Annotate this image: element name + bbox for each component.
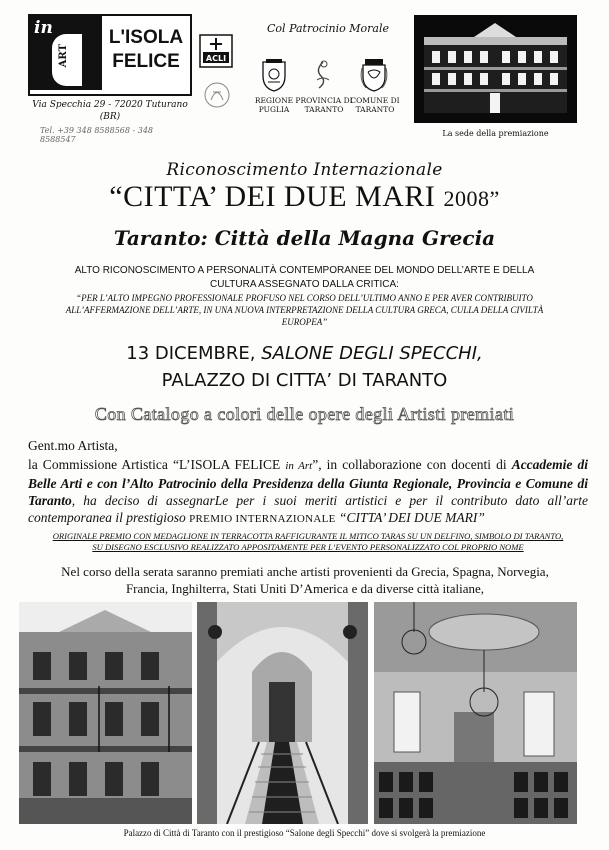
bottom-caption: Palazzo di Città di Taranto con il prestigioso “Salone degli Specchi” dove si svolgerà la premiazione — [123, 828, 486, 838]
event-date — [0, 343, 609, 364]
logo-name-line2: FELICE — [112, 51, 180, 72]
patron-label-comune — [345, 96, 405, 114]
countries-paragraph — [40, 563, 570, 597]
staircase-photo — [197, 602, 368, 824]
acli-logo-icon — [199, 34, 233, 68]
salutation: Gent.mo Artista, — [28, 438, 118, 453]
address-line1: Via Specchia 29 - 72020 Tuturano — [32, 100, 188, 110]
logo-in-text: in — [34, 18, 53, 38]
riconoscimento-heading: Riconoscimento Internazionale — [166, 160, 443, 180]
telephone: Tel. +39 348 8588568 - 348 8588547 — [40, 126, 154, 144]
alto-line1: ALTO RICONOSCIMENTO A PERSONALITÀ CONTEMPORANEE DEL MONDO DELL’ARTE E DELLA — [74, 265, 535, 276]
main-title — [0, 180, 609, 214]
address-line2: (BR) — [99, 112, 121, 122]
motivation-quote: “PER L’ALTO IMPEGNO PROFESSIONALE PROFUSO NEL CORSO DELL’ULTIMO ANNO E PER AVER CONTRIBUITO ALL’AFFERMAZIONE DELL’ARTE, IN UNA NUOVA INTERPRETAZIONE DELLA CULTURA GRECA, CULLA DELLA CIVILTÀ EUROPEA” — [65, 293, 544, 327]
comune-taranto-crest-icon — [360, 58, 388, 92]
prize-description — [28, 531, 588, 553]
para-premio: PREMIO INTERNAZIONALE — [189, 513, 336, 525]
catalog-note: Con Catalogo a colori delle opere degli Artisti premiati — [94, 404, 515, 424]
patron-regione-line1: REGIONE — [254, 96, 294, 105]
provincia-taranto-crest-icon — [309, 58, 337, 92]
para-part4: , ha deciso di assegnarLe per i suoi meriti artistici e per il contributo dato all’arte contemporanea il prestigioso — [28, 493, 588, 525]
acli-label: ACLI — [205, 54, 227, 63]
top-photo-caption: La sede della premiazione — [442, 129, 549, 138]
para-premio-name: “CITTA’ DEI DUE MARI” — [335, 510, 485, 525]
patron-provincia-line2: TARANTO — [304, 105, 344, 114]
palazzo-night-photo — [414, 15, 577, 123]
event-location: PALAZZO DI CITTA’ DI TARANTO — [161, 370, 448, 391]
salone-specchi-photo — [374, 602, 577, 824]
patron-provincia-line1: PROVINCIA DI — [295, 96, 353, 105]
alto-line2: CULTURA ASSEGNATO DALLA CRITICA: — [210, 279, 399, 290]
regione-puglia-crest-icon — [260, 58, 288, 92]
countries-line1: Nel corso della serata saranno premiati anche artisti provenienti da Grecia, Spagna, Norvegia, — [61, 564, 549, 579]
date-venue: SALONE DEGLI SPECCHI, — [261, 343, 483, 364]
logo-name-line1: L'ISOLA — [108, 27, 184, 48]
prize-description-line2: SU DISEGNO ESCLUSIVO REALIZZATO APPOSITAMENTE PER L’EVENTO PERSONALIZZATO COL PROPRIO NOME — [92, 542, 524, 552]
para-in-art: in Art — [285, 460, 313, 472]
patron-comune-line2: TARANTO — [355, 105, 395, 114]
prize-description-line1: ORIGINALE PREMIO CON MEDAGLIONE IN TERRACOTTA RAFFIGURANTE IL MITICO TARAS SU UN DELFINO, SIMBOLO DI TARANTO, — [52, 531, 564, 541]
countries-line2: Francia, Inghilterra, Stati Uniti D’America e da diverse città italiane, — [125, 581, 485, 596]
patronage-title: Col Patrocinio Morale — [267, 22, 389, 35]
date-prefix: 13 DICEMBRE, — [126, 343, 262, 364]
patron-comune-line1: COMUNE DI — [350, 96, 400, 105]
main-title-text: “CITTA’ DEI DUE MARI — [109, 180, 436, 213]
para-part1: la Commissione Artistica “L’ISOLA FELICE — [28, 457, 286, 472]
logo-art-text: ART — [58, 44, 69, 68]
subtitle: Taranto: Città della Magna Grecia — [113, 226, 496, 250]
isola-felice-logo — [30, 16, 102, 90]
logo-name — [106, 26, 186, 74]
letter-paragraph — [28, 456, 588, 528]
palazzo-facade-photo — [19, 602, 192, 824]
alto-riconoscimento — [60, 264, 549, 292]
para-part2: ”, in collaborazione con docenti di — [312, 457, 512, 472]
para-patronage: Accademie di Belle Arti e con l’Alto Patrocinio della Presidenza della Giunta Regionale, Provincia e Comune di Taranto — [28, 457, 588, 508]
address — [30, 99, 190, 123]
acli-emblem-icon — [202, 80, 232, 110]
patron-regione-line2: PUGLIA — [258, 105, 290, 114]
main-title-year: 2008” — [443, 186, 500, 211]
